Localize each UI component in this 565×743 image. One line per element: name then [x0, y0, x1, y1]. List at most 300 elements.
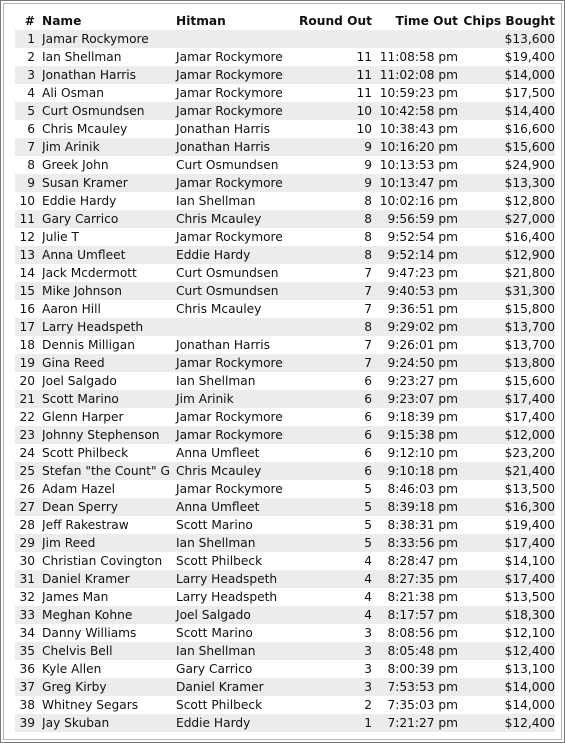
- cell-num: 29: [15, 534, 35, 552]
- cell-time-out: 7:21:27 pm: [372, 714, 458, 732]
- col-header-name: Name: [42, 14, 82, 28]
- table-row: [15, 534, 555, 552]
- cell-chips-bought: $27,000: [458, 210, 555, 228]
- cell-hitman: Larry Headspeth: [176, 590, 278, 604]
- cell-time-out: 10:59:23 pm: [379, 86, 458, 100]
- cell-time-out: 8:38:31 pm: [387, 518, 458, 532]
- cell-time-out: 8:28:47 pm: [387, 554, 458, 568]
- cell-round-out: 6: [364, 446, 372, 460]
- cell-hitman: Chris Mcauley: [176, 302, 262, 316]
- cell-num: 35: [15, 642, 35, 660]
- cell-name: [35, 246, 176, 264]
- cell-name: [35, 444, 176, 462]
- cell-name: [35, 30, 176, 48]
- cell-num: 39: [15, 714, 35, 732]
- cell-name: [35, 66, 176, 84]
- player-name-text: Gary Carrico: [42, 212, 119, 226]
- table-row: [15, 606, 555, 624]
- cell-time-out: 9:10:18 pm: [372, 462, 458, 480]
- player-name-text: Jonathan Harris: [42, 68, 136, 82]
- cell-name: [35, 228, 176, 246]
- cell-num: 23: [15, 426, 35, 444]
- cell-round-out: 5: [292, 534, 372, 552]
- cell-name: [35, 156, 176, 174]
- cell-name: [35, 336, 176, 354]
- cell-hitman: Chris Mcauley: [176, 210, 292, 228]
- cell-hitman: Anna Umfleet: [176, 446, 260, 460]
- cell-num: 21: [15, 390, 35, 408]
- table-row: [15, 390, 555, 408]
- cell-chips-bought: $16,400: [504, 230, 555, 244]
- table-row: [15, 696, 555, 714]
- cell-num: 32: [19, 590, 35, 604]
- cell-round-out: 8: [292, 318, 372, 336]
- cell-round-out: 3: [364, 662, 372, 676]
- cell-round-out: 7: [364, 338, 372, 352]
- player-name-text: Jim Arinik: [42, 140, 100, 154]
- cell-chips-bought: $12,400: [458, 642, 555, 660]
- cell-name: [35, 372, 176, 390]
- cell-chips-bought: $13,600: [458, 30, 555, 48]
- cell-hitman: Curt Osmundsen: [176, 282, 292, 300]
- table-row: [15, 336, 555, 354]
- cell-round-out: 8: [364, 194, 372, 208]
- cell-chips-bought: $12,000: [458, 426, 555, 444]
- cell-time-out: 8:08:56 pm: [387, 626, 458, 640]
- cell-name: [35, 138, 176, 156]
- cell-time-out: 10:02:16 pm: [379, 194, 458, 208]
- table-row: [15, 138, 555, 156]
- table-row: [15, 408, 555, 426]
- cell-time-out: 8:27:35 pm: [372, 570, 458, 588]
- cell-num: 18: [19, 338, 35, 352]
- cell-round-out: 6: [292, 426, 372, 444]
- cell-round-out: 5: [364, 518, 372, 532]
- cell-name: [35, 678, 176, 696]
- cell-chips-bought: $12,900: [458, 246, 555, 264]
- cell-time-out: 10:16:20 pm: [372, 138, 458, 156]
- cell-num: 13: [15, 246, 35, 264]
- table-row: [15, 30, 555, 48]
- cell-num: 24: [19, 446, 35, 460]
- cell-chips-bought: $14,100: [504, 554, 555, 568]
- cell-chips-bought: $23,200: [504, 446, 555, 460]
- cell-time-out: 8:33:56 pm: [372, 534, 458, 552]
- player-name-text: Whitney Segars: [42, 698, 139, 712]
- player-name-text: Aaron Hill: [42, 302, 101, 316]
- cell-name: [35, 102, 176, 120]
- cell-name: [35, 48, 176, 66]
- table-row: [15, 174, 555, 192]
- cell-num: 37: [15, 678, 35, 696]
- table-row: [15, 552, 555, 570]
- table-row: [15, 660, 555, 678]
- table-row: [15, 354, 555, 372]
- cell-num: 26: [19, 482, 35, 496]
- cell-hitman: Jim Arinik: [176, 390, 292, 408]
- cell-chips-bought: $13,500: [504, 482, 555, 496]
- cell-chips-bought: $24,900: [504, 158, 555, 172]
- player-name-text: Susan Kramer: [42, 176, 128, 190]
- cell-hitman: Jamar Rockymore: [176, 482, 283, 496]
- cell-num: 12: [19, 230, 35, 244]
- cell-round-out: 2: [364, 698, 372, 712]
- table-row: [15, 120, 555, 138]
- table-row: [15, 624, 555, 642]
- cell-hitman: Chris Mcauley: [176, 462, 292, 480]
- cell-hitman: Scott Philbeck: [176, 554, 263, 568]
- player-name-text: Glenn Harper: [42, 410, 124, 424]
- cell-num: 38: [19, 698, 35, 712]
- cell-round-out: 9: [364, 158, 372, 172]
- cell-time-out: 8:39:18 pm: [372, 498, 458, 516]
- cell-round-out: 10: [356, 122, 372, 136]
- cell-num: 1: [15, 30, 35, 48]
- cell-round-out: 3: [364, 626, 372, 640]
- cell-name: [35, 264, 176, 282]
- cell-num: 5: [15, 102, 35, 120]
- cell-num: 2: [27, 50, 35, 64]
- cell-num: 20: [19, 374, 35, 388]
- cell-num: 7: [15, 138, 35, 156]
- table-row: [15, 156, 555, 174]
- table-row: [15, 516, 555, 534]
- player-name-text: Gina Reed: [42, 356, 105, 370]
- cell-hitman: Jamar Rockymore: [176, 174, 292, 192]
- cell-name: [35, 642, 176, 660]
- cell-hitman: Jamar Rockymore: [176, 426, 292, 444]
- cell-hitman: Jonathan Harris: [176, 338, 270, 352]
- cell-hitman: [176, 318, 292, 336]
- player-name-text: Jim Reed: [42, 536, 96, 550]
- table-row: [15, 498, 555, 516]
- cell-chips-bought: $17,400: [458, 390, 555, 408]
- col-header-hitman: Hitman: [176, 14, 226, 28]
- cell-time-out: 9:47:23 pm: [387, 266, 458, 280]
- cell-name: [35, 84, 176, 102]
- cell-time-out: 10:13:47 pm: [372, 174, 458, 192]
- cell-chips-bought: $21,800: [504, 266, 555, 280]
- cell-round-out: 6: [364, 374, 372, 388]
- cell-chips-bought: $21,400: [458, 462, 555, 480]
- player-name-text: Jeff Rakestraw: [42, 518, 129, 532]
- cell-name: [35, 426, 176, 444]
- cell-time-out: 8:17:57 pm: [372, 606, 458, 624]
- table-row: [15, 570, 555, 588]
- cell-time-out: 9:52:54 pm: [387, 230, 458, 244]
- cell-name: [35, 300, 176, 318]
- cell-hitman: Jamar Rockymore: [176, 50, 283, 64]
- table-row: [15, 102, 555, 120]
- cell-chips-bought: $18,300: [458, 606, 555, 624]
- player-name-text: Jamar Rockymore: [42, 32, 149, 46]
- cell-round-out: 1: [292, 714, 372, 732]
- cell-num: 3: [15, 66, 35, 84]
- cell-chips-bought: $19,400: [504, 518, 555, 532]
- cell-num: 36: [19, 662, 35, 676]
- cell-hitman: Jamar Rockymore: [176, 354, 292, 372]
- cell-num: 8: [27, 158, 35, 172]
- cell-chips-bought: $12,800: [504, 194, 555, 208]
- player-name-text: Christian Covington: [42, 554, 163, 568]
- col-header-chips-bought: Chips Bought: [463, 14, 555, 28]
- cell-name: [35, 120, 176, 138]
- cell-chips-bought: $13,800: [458, 354, 555, 372]
- cell-time-out: 10:13:53 pm: [379, 158, 458, 172]
- cell-round-out: 3: [292, 642, 372, 660]
- cell-chips-bought: $14,000: [504, 698, 555, 712]
- player-name-text: Johnny Stephenson: [42, 428, 160, 442]
- player-name-text: Greek John: [42, 158, 109, 172]
- table-row: [15, 678, 555, 696]
- player-name-text: Greg Kirby: [42, 680, 107, 694]
- cell-num: 22: [19, 410, 35, 424]
- cell-round-out: 7: [292, 354, 372, 372]
- results-body: [15, 30, 555, 732]
- cell-time-out: 9:29:02 pm: [372, 318, 458, 336]
- cell-chips-bought: $12,100: [504, 626, 555, 640]
- cell-time-out: 9:56:59 pm: [372, 210, 458, 228]
- cell-time-out: 9:24:50 pm: [372, 354, 458, 372]
- player-name-text: Ali Osman: [42, 86, 104, 100]
- cell-hitman: Curt Osmundsen: [176, 266, 279, 280]
- cell-hitman: Ian Shellman: [176, 642, 292, 660]
- cell-round-out: 11: [356, 50, 372, 64]
- table-row: [15, 444, 555, 462]
- table-row: [15, 372, 555, 390]
- cell-time-out: 11:08:58 pm: [379, 50, 458, 64]
- cell-chips-bought: $13,700: [458, 318, 555, 336]
- cell-name: [35, 480, 176, 498]
- cell-hitman: Scott Marino: [176, 626, 253, 640]
- player-name-text: Larry Headspeth: [42, 320, 144, 334]
- cell-time-out: 9:36:51 pm: [387, 302, 458, 316]
- table-row: [15, 48, 555, 66]
- cell-chips-bought: $31,300: [458, 282, 555, 300]
- cell-chips-bought: $16,300: [458, 498, 555, 516]
- cell-time-out: 11:02:08 pm: [372, 66, 458, 84]
- col-header-num: #: [24, 14, 35, 28]
- cell-num: 25: [15, 462, 35, 480]
- cell-time-out: 9:23:07 pm: [372, 390, 458, 408]
- cell-chips-bought: $14,000: [458, 678, 555, 696]
- results-table: [15, 12, 555, 732]
- cell-name: [35, 552, 176, 570]
- cell-hitman: Larry Headspeth: [176, 570, 292, 588]
- cell-time-out: 8:46:03 pm: [387, 482, 458, 496]
- cell-num: 15: [15, 282, 35, 300]
- cell-num: 19: [15, 354, 35, 372]
- cell-chips-bought: $12,400: [458, 714, 555, 732]
- cell-chips-bought: $13,100: [504, 662, 555, 676]
- cell-time-out: 7:35:03 pm: [387, 698, 458, 712]
- cell-hitman: Joel Salgado: [176, 606, 292, 624]
- cell-round-out: 6: [292, 390, 372, 408]
- player-name-text: Chelvis Bell: [42, 644, 113, 658]
- cell-num: 33: [15, 606, 35, 624]
- cell-hitman: Jonathan Harris: [176, 138, 292, 156]
- cell-hitman: Gary Carrico: [176, 662, 253, 676]
- table-row: [15, 264, 555, 282]
- cell-name: [35, 606, 176, 624]
- cell-round-out: 8: [292, 210, 372, 228]
- table-row: [15, 318, 555, 336]
- cell-hitman: Ian Shellman: [176, 374, 256, 388]
- cell-round-out: 11: [292, 66, 372, 84]
- table-row: [15, 210, 555, 228]
- cell-round-out: 4: [364, 554, 372, 568]
- cell-num: 28: [19, 518, 35, 532]
- cell-time-out: 8:21:38 pm: [387, 590, 458, 604]
- cell-name: [35, 714, 176, 732]
- header-row: [15, 12, 555, 30]
- cell-name: [35, 174, 176, 192]
- cell-round-out: 8: [364, 230, 372, 244]
- cell-name: [35, 696, 176, 714]
- player-name-text: Daniel Kramer: [42, 572, 130, 586]
- cell-name: [35, 498, 176, 516]
- cell-round-out: 4: [292, 570, 372, 588]
- cell-round-out: 11: [356, 86, 372, 100]
- player-name-text: Kyle Allen: [42, 662, 102, 676]
- cell-name: [35, 282, 176, 300]
- cell-hitman: Scott Philbeck: [176, 698, 263, 712]
- player-name-text: Anna Umfleet: [42, 248, 126, 262]
- cell-hitman: Ian Shellman: [176, 534, 292, 552]
- cell-round-out: 4: [292, 606, 372, 624]
- cell-name: [35, 408, 176, 426]
- cell-time-out: [372, 30, 458, 48]
- player-name-text: Mike Johnson: [42, 284, 122, 298]
- cell-round-out: 7: [292, 282, 372, 300]
- col-header-time-out: Time Out: [395, 14, 458, 28]
- player-name-text: Danny Williams: [42, 626, 137, 640]
- player-name-text: Julie T: [42, 230, 79, 244]
- player-name-text: Meghan Kohne: [42, 608, 133, 622]
- cell-chips-bought: $17,400: [504, 410, 555, 424]
- cell-num: 11: [15, 210, 35, 228]
- cell-num: 27: [15, 498, 35, 516]
- cell-round-out: 6: [292, 462, 372, 480]
- cell-time-out: 10:38:43 pm: [379, 122, 458, 136]
- player-name-text: Stefan "the Count" G: [42, 464, 170, 478]
- col-header-round-out: Round Out: [299, 14, 372, 28]
- cell-hitman: [176, 30, 292, 48]
- table-row: [15, 192, 555, 210]
- cell-time-out: 9:40:53 pm: [372, 282, 458, 300]
- cell-hitman: Jamar Rockymore: [176, 410, 283, 424]
- cell-chips-bought: $14,400: [458, 102, 555, 120]
- cell-name: [35, 318, 176, 336]
- cell-name: [35, 354, 176, 372]
- cell-time-out: 9:15:38 pm: [372, 426, 458, 444]
- player-name-text: Scott Marino: [42, 392, 119, 406]
- player-name-text: Joel Salgado: [42, 374, 117, 388]
- cell-num: 14: [19, 266, 35, 280]
- cell-chips-bought: $19,400: [504, 50, 555, 64]
- cell-name: [35, 462, 176, 480]
- cell-time-out: 9:23:27 pm: [387, 374, 458, 388]
- cell-time-out: 9:52:14 pm: [372, 246, 458, 264]
- table-row: [15, 228, 555, 246]
- cell-hitman: Eddie Hardy: [176, 246, 292, 264]
- table-row: [15, 246, 555, 264]
- cell-num: 31: [15, 570, 35, 588]
- cell-time-out: 9:18:39 pm: [387, 410, 458, 424]
- cell-round-out: 9: [292, 138, 372, 156]
- cell-name: [35, 192, 176, 210]
- cell-chips-bought: $17,500: [504, 86, 555, 100]
- table-row: [15, 84, 555, 102]
- cell-chips-bought: $15,800: [504, 302, 555, 316]
- cell-round-out: 3: [292, 678, 372, 696]
- player-name-text: Dennis Milligan: [42, 338, 135, 352]
- player-name-text: Curt Osmundsen: [42, 104, 145, 118]
- cell-chips-bought: $17,400: [458, 534, 555, 552]
- table-row: [15, 300, 555, 318]
- cell-time-out: 8:05:48 pm: [372, 642, 458, 660]
- cell-name: [35, 588, 176, 606]
- cell-num: 9: [15, 174, 35, 192]
- cell-hitman: Jamar Rockymore: [176, 86, 283, 100]
- cell-name: [35, 570, 176, 588]
- table-row: [15, 714, 555, 732]
- cell-num: 34: [19, 626, 35, 640]
- player-name-text: Ian Shellman: [42, 50, 122, 64]
- cell-num: 17: [15, 318, 35, 336]
- cell-chips-bought: $15,600: [504, 374, 555, 388]
- cell-num: 30: [19, 554, 35, 568]
- cell-chips-bought: $13,700: [504, 338, 555, 352]
- cell-time-out: 7:53:53 pm: [372, 678, 458, 696]
- cell-round-out: [292, 30, 372, 48]
- cell-round-out: 7: [364, 302, 372, 316]
- player-name-text: Chris Mcauley: [42, 122, 128, 136]
- table-row: [15, 426, 555, 444]
- table-row: [15, 642, 555, 660]
- cell-chips-bought: $14,000: [458, 66, 555, 84]
- cell-name: [35, 516, 176, 534]
- cell-name: [35, 534, 176, 552]
- cell-name: [35, 660, 176, 678]
- table-row: [15, 462, 555, 480]
- cell-chips-bought: $13,300: [458, 174, 555, 192]
- cell-time-out: 10:42:58 pm: [372, 102, 458, 120]
- cell-time-out: 9:26:01 pm: [387, 338, 458, 352]
- cell-name: [35, 390, 176, 408]
- cell-hitman: Scott Marino: [176, 518, 253, 532]
- player-name-text: Eddie Hardy: [42, 194, 117, 208]
- table-row: [15, 66, 555, 84]
- cell-round-out: 6: [364, 410, 372, 424]
- cell-num: 6: [27, 122, 35, 136]
- cell-hitman: Jamar Rockymore: [176, 66, 292, 84]
- cell-round-out: 7: [364, 266, 372, 280]
- cell-round-out: 8: [292, 246, 372, 264]
- cell-chips-bought: $16,600: [504, 122, 555, 136]
- table-row: [15, 282, 555, 300]
- player-name-text: Scott Philbeck: [42, 446, 129, 460]
- cell-round-out: 5: [364, 482, 372, 496]
- cell-num: 4: [27, 86, 35, 100]
- cell-round-out: 9: [292, 174, 372, 192]
- player-name-text: Jay Skuban: [42, 716, 110, 730]
- cell-hitman: Ian Shellman: [176, 194, 256, 208]
- cell-hitman: Jamar Rockymore: [176, 102, 292, 120]
- cell-round-out: 5: [292, 498, 372, 516]
- cell-round-out: 4: [364, 590, 372, 604]
- cell-num: 16: [19, 302, 35, 316]
